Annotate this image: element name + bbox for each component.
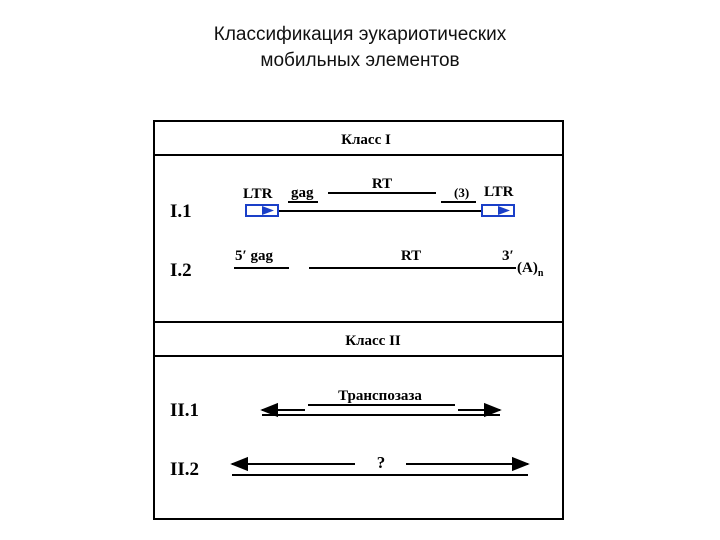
rt-label-I1: RT — [371, 176, 393, 192]
unknown-element-label: ? — [376, 453, 386, 472]
rt-label-I2: RT — [400, 248, 422, 264]
gag-label: gag — [291, 185, 314, 201]
polya-label — [517, 260, 544, 279]
row-label-I2: I.2 — [170, 260, 192, 281]
ltr-right-label: LTR — [484, 184, 514, 200]
orf3-label: (3) — [454, 185, 470, 200]
title-line-2: мобильных элементов — [260, 50, 460, 71]
row-label-II1: II.1 — [170, 400, 200, 421]
polya-subscript: n — [537, 268, 544, 279]
three-prime-label: 3′ — [502, 248, 514, 264]
class2-header: Класс II — [345, 333, 401, 349]
row-label-I1: I.1 — [170, 201, 192, 222]
five-prime-gag-label: 5′ gag — [235, 248, 273, 264]
transposase-label: Транспозаза — [338, 388, 422, 404]
ltr-right-box — [482, 205, 514, 216]
diagram-frame — [154, 121, 563, 519]
polya-text: (A) — [517, 260, 538, 276]
ltr-left-label: LTR — [243, 186, 273, 202]
row-label-II2: II.2 — [170, 459, 200, 480]
class1-header: Класс I — [341, 132, 391, 148]
title-line-1: Классификация эукариотических — [213, 24, 507, 45]
ltr-left-box — [246, 205, 278, 216]
